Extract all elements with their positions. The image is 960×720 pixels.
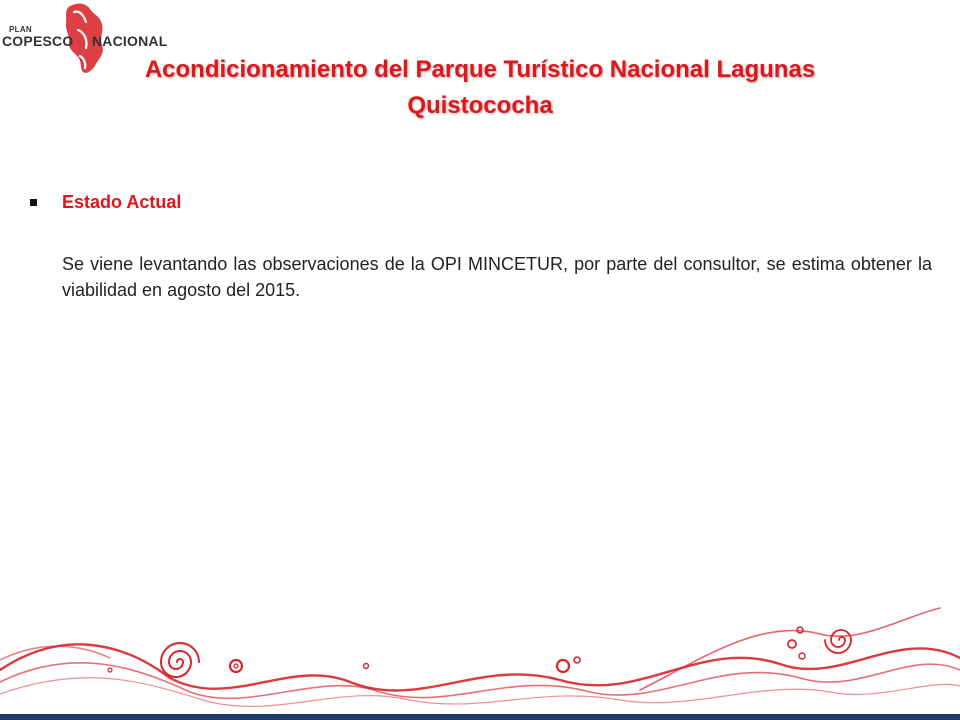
decorative-swirl-border <box>0 600 960 715</box>
logo-plan-text: PLAN <box>9 25 32 34</box>
slide-title: Acondicionamiento del Parque Turístico Nacional Lagunas Quistococha <box>144 56 816 119</box>
section-heading: Estado Actual <box>62 192 182 212</box>
section-body: Se viene levantando las observaciones de la OPI MINCETUR, por parte del consultor, se estima obtener la viabilidad en agosto del 2015. <box>62 254 932 300</box>
bottom-bar <box>0 714 960 720</box>
square-bullet-icon <box>30 199 37 206</box>
logo-copesco-text: COPESCO <box>2 33 74 49</box>
logo-nacional-text: NACIONAL <box>92 33 168 49</box>
